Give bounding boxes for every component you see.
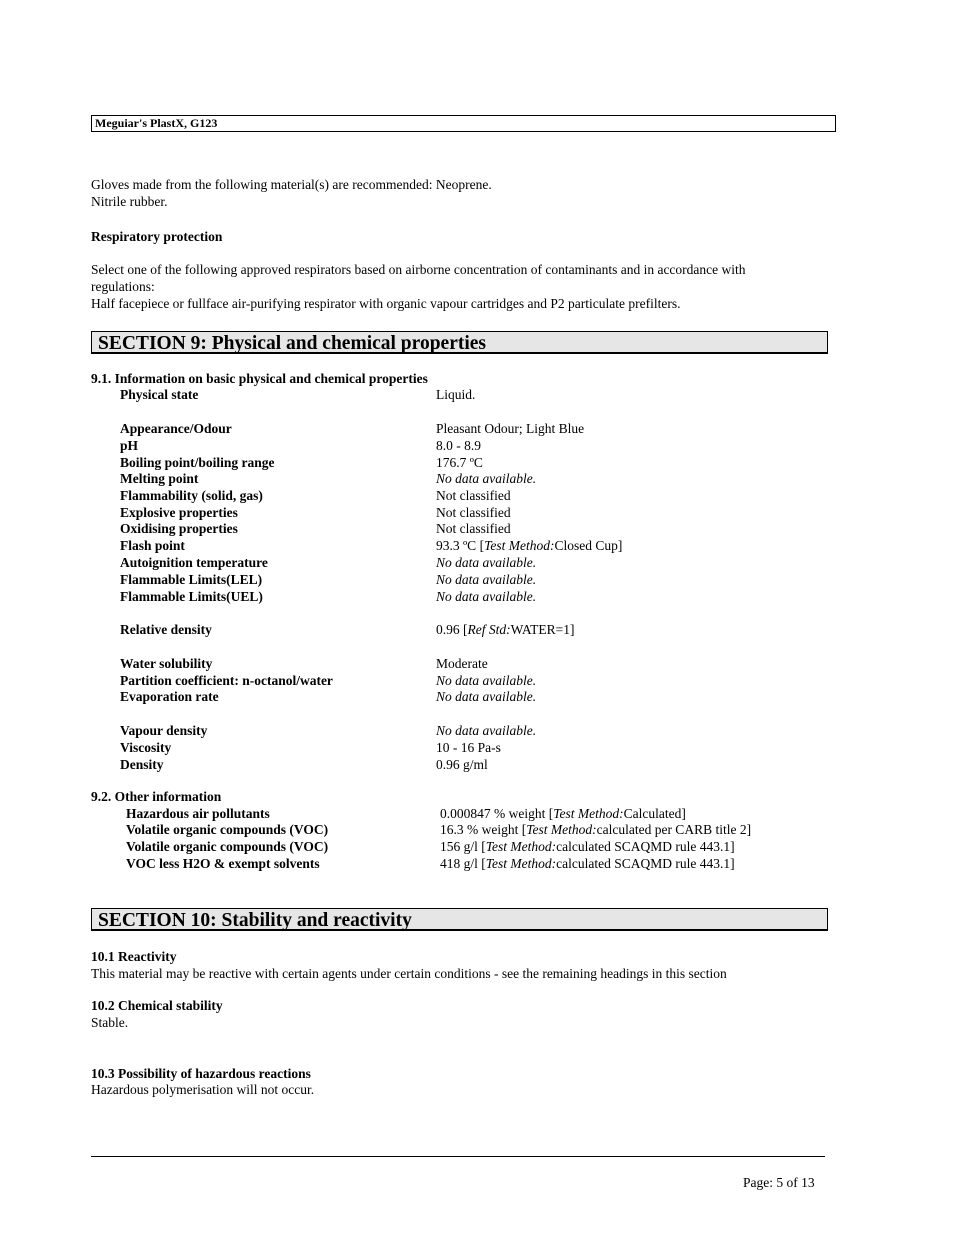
- property-value: No data available.: [436, 689, 537, 704]
- property-label: Autoignition temperature: [120, 555, 268, 570]
- property-label: pH: [120, 438, 139, 453]
- property-label: Vapour density: [120, 723, 208, 738]
- property-value: 0.000847 % weight [Test Method:Calculated]: [440, 806, 686, 821]
- property-value: 176.7 ºC: [436, 455, 483, 470]
- subsection-9-2: 9.2. Other information: [91, 789, 222, 804]
- property-value: No data available.: [436, 589, 537, 604]
- property-label: Melting point: [120, 471, 199, 486]
- property-value: 156 g/l [Test Method:calculated SCAQMD rule 443.1]: [440, 839, 735, 854]
- property-value: 0.96 [Ref Std:WATER=1]: [436, 622, 575, 637]
- respiratory-line-3: Half facepiece or fullface air-purifying respirator with organic vapour cartridges and P2 particulate prefilters.: [91, 296, 681, 311]
- section-9-title: SECTION 9: Physical and chemical properties: [91, 331, 828, 354]
- reactivity-text: This material may be reactive with certain agents under certain conditions - see the remaining headings in this section: [91, 966, 727, 981]
- property-label: Density: [120, 757, 164, 772]
- property-value: 418 g/l [Test Method:calculated SCAQMD rule 443.1]: [440, 856, 735, 871]
- property-label: Physical state: [120, 387, 199, 402]
- property-label: Hazardous air pollutants: [126, 806, 270, 821]
- property-label: Viscosity: [120, 740, 172, 755]
- property-label: Volatile organic compounds (VOC): [126, 839, 329, 854]
- property-value: No data available.: [436, 572, 537, 587]
- property-label: VOC less H2O & exempt solvents: [126, 856, 320, 871]
- property-value: No data available.: [436, 723, 537, 738]
- property-value: 8.0 - 8.9: [436, 438, 481, 453]
- property-value: Liquid.: [436, 387, 476, 402]
- gloves-line-2: Nitrile rubber.: [91, 194, 168, 209]
- property-value: Pleasant Odour; Light Blue: [436, 421, 585, 436]
- chemical-stability-heading: 10.2 Chemical stability: [91, 998, 223, 1013]
- property-label: Oxidising properties: [120, 521, 238, 536]
- property-label: Relative density: [120, 622, 212, 637]
- property-value: Not classified: [436, 521, 511, 536]
- page-number: Page: 5 of 13: [743, 1175, 815, 1190]
- property-value: No data available.: [436, 673, 537, 688]
- section-10-title: SECTION 10: Stability and reactivity: [91, 908, 828, 931]
- footer-rule: [91, 1156, 825, 1157]
- property-value: No data available.: [436, 555, 537, 570]
- hazardous-reactions-heading: 10.3 Possibility of hazardous reactions: [91, 1066, 311, 1081]
- property-value: 10 - 16 Pa-s: [436, 740, 501, 755]
- property-label: Appearance/Odour: [120, 421, 232, 436]
- property-value: 93.3 ºC [Test Method:Closed Cup]: [436, 538, 623, 553]
- property-label: Volatile organic compounds (VOC): [126, 822, 329, 837]
- property-value: 0.96 g/ml: [436, 757, 488, 772]
- product-header: Meguiar's PlastX, G123: [91, 115, 836, 132]
- respiratory-line-2: regulations:: [91, 279, 155, 294]
- respiratory-heading: Respiratory protection: [91, 229, 223, 244]
- property-value: Moderate: [436, 656, 488, 671]
- property-label: Boiling point/boiling range: [120, 455, 275, 470]
- property-value: 16.3 % weight [Test Method:calculated per CARB title 2]: [440, 822, 752, 837]
- property-label: Partition coefficient: n-octanol/water: [120, 673, 333, 688]
- hazardous-reactions-text: Hazardous polymerisation will not occur.: [91, 1082, 315, 1097]
- property-label: Flammable Limits(UEL): [120, 589, 263, 604]
- gloves-line-1: Gloves made from the following material(s) are recommended: Neoprene.: [91, 177, 492, 192]
- property-label: Flammable Limits(LEL): [120, 572, 263, 587]
- property-label: Evaporation rate: [120, 689, 219, 704]
- property-label: Water solubility: [120, 656, 213, 671]
- property-label: Flammability (solid, gas): [120, 488, 263, 503]
- respiratory-line-1: Select one of the following approved respirators based on airborne concentration of contaminants and in accordance with: [91, 262, 746, 277]
- property-label: Flash point: [120, 538, 185, 553]
- reactivity-heading: 10.1 Reactivity: [91, 949, 177, 964]
- subsection-9-1: 9.1. Information on basic physical and chemical properties: [91, 371, 428, 386]
- property-value: Not classified: [436, 488, 511, 503]
- property-value: Not classified: [436, 505, 511, 520]
- chemical-stability-text: Stable.: [91, 1015, 129, 1030]
- property-label: Explosive properties: [120, 505, 238, 520]
- property-value: No data available.: [436, 471, 537, 486]
